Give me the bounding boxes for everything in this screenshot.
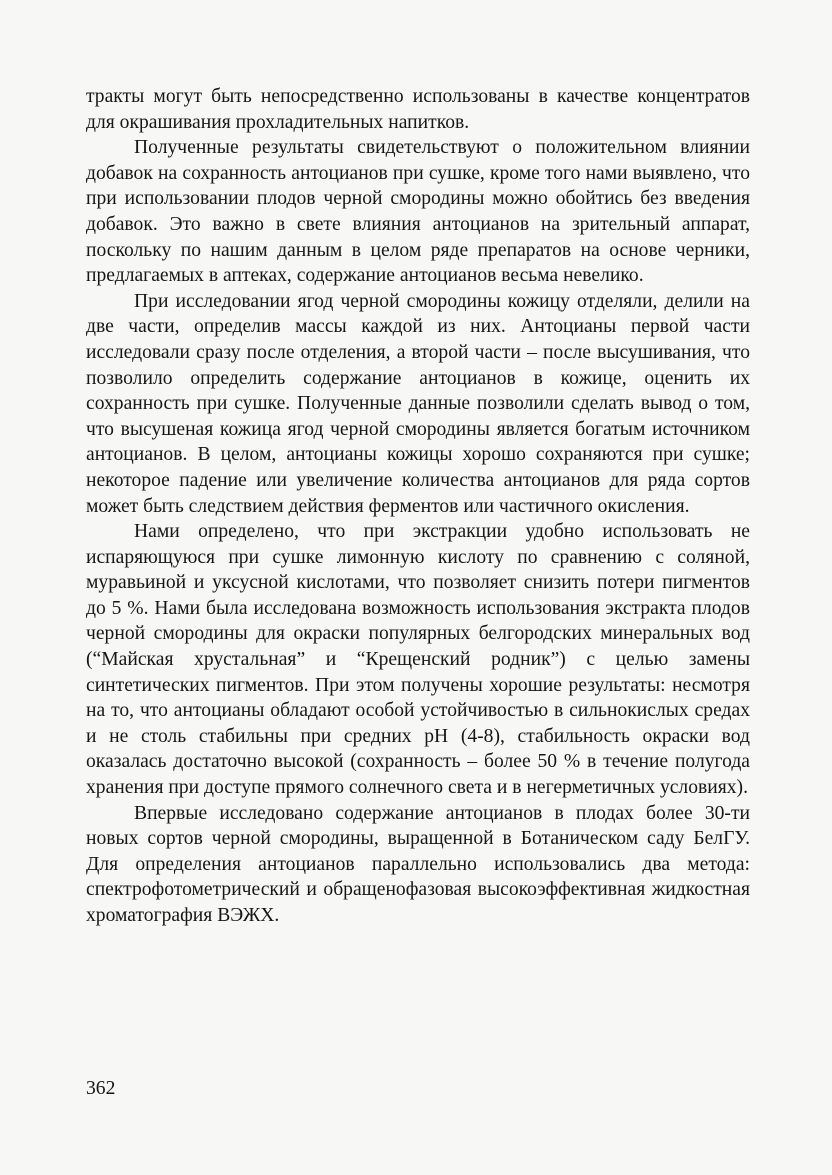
paragraph-1: тракты могут быть непосредственно использованы в качестве концентратов для окрашивания прохладительных напитков. [86,86,750,133]
document-page [86,84,750,929]
paragraph-4: Нами определено, что при экстракции удобно использовать не испаряющуюся при сушке лимонную кислоту по сравнению с соляной, муравьиной и уксусной кислотами, что позволяет снизить потери пигментов до 5 %. Нами была исследована возможность использования экстракта плодов черной смородины для окраски популярных белгородских минеральных вод (“Майская хрустальная” и “Крещенский родник”) с целью замены синтетических пигментов. При этом получены хорошие результаты: несмотря на то, что антоцианы обладают особой устойчивостью в сильнокислых средах и не столь стабильны при средних pH (4-8), стабильность окраски вод оказалась достаточно высокой (сохранность – более 50 % в течение полугода хранения при доступе прямого солнечного света и в негерметичных условиях). [86,521,750,799]
paragraph-2: Полученные результаты свидетельствуют о положительном влиянии добавок на сохранность антоцианов при сушке, кроме того нами выявлено, что при использовании плодов черной смородины можно обойтись без введения добавок. Это важно в свете влияния антоцианов на зрительный аппарат, поскольку по нашим данным в целом ряде препаратов на основе черники, предлагаемых в аптеках, содержание антоцианов весьма невелико. [86,137,750,287]
paragraph-5: Впервые исследовано содержание антоцианов в плодах более 30-ти новых сортов черной смородины, выращенной в Ботаническом саду БелГУ. Для определения антоцианов параллельно использовались два метода: спектрофотометрический и обращенофазовая высокоэффективная жидкостная хроматография ВЭЖХ. [86,802,750,926]
paragraph-3: При исследовании ягод черной смородины кожицу отделяли, делили на две части, определив массы каждой из них. Антоцианы первой части исследовали сразу после отделения, а второй части – после высушивания, что позволило определить содержание антоцианов в кожице, оценить их сохранность при сушке. Полученные данные позволили сделать вывод о том, что высушеная кожица ягод черной смородины является богатым источником антоцианов. В целом, антоцианы кожицы хорошо сохраняются при сушке; некоторое падение или увеличение количества антоцианов для ряда сортов может быть следствием действия ферментов или частичного окисления. [86,290,750,517]
page-number: 362 [86,1078,116,1099]
